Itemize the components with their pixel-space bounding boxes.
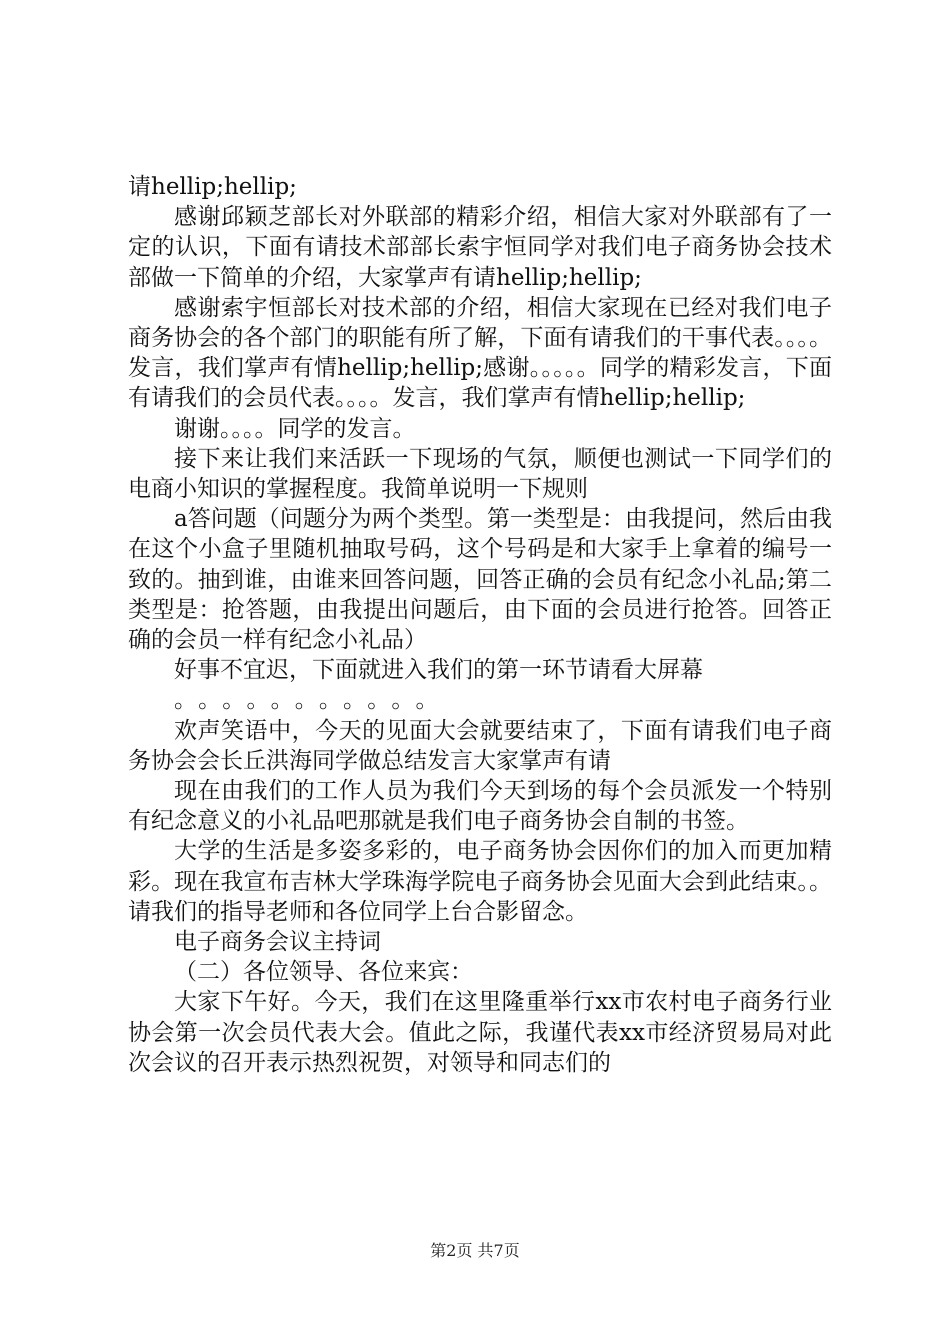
document-body bbox=[128, 172, 832, 1078]
paragraph: 感谢索宇恒部长对技术部的介绍，相信大家现在已经对我们电子商务协会的各个部门的职能有所了解，下面有请我们的干事代表。。。。发言，我们掌声有情hellip;hellip;感谢。。。。。同学的精彩发言，下面有请我们的会员代表。。。。发言，我们掌声有情hellip;hellip; bbox=[128, 294, 832, 412]
paragraph: 接下来让我们来活跃一下现场的气氛，顺便也测试一下同学们的电商小知识的掌握程度。我简单说明一下规则 bbox=[128, 445, 832, 503]
paragraph: 感谢邱颖芝部长对外联部的精彩介绍，相信大家对外联部有了一定的认识，下面有请技术部部长索宇恒同学对我们电子商务协会技术部做一下简单的介绍，大家掌声有请hellip;hellip; bbox=[128, 204, 832, 291]
paragraph: 欢声笑语中，今天的见面大会就要结束了，下面有请我们电子商务协会会长丘洪海同学做总结发言大家掌声有请 bbox=[128, 717, 832, 774]
paragraph: 好事不宜迟，下面就进入我们的第一环节请看大屏幕 bbox=[174, 657, 703, 684]
paragraph: 谢谢。。。。同学的发言。 bbox=[174, 415, 416, 442]
paragraph: a答问题（问题分为两个类型。第一类型是：由我提问，然后由我在这个小盒子里随机抽取号码，这个号码是和大家手上拿着的编号一致的。抽到谁，由谁来回答问题，回答正确的会员有纪念小礼品;第二类型是：抢答题，由我提出问题后，由下面的会员进行抢答。回答正确的会员一样有纪念小礼品） bbox=[128, 506, 832, 654]
paragraph: 请hellip;hellip; bbox=[128, 174, 297, 200]
section-heading: 电子商务会议主持词 bbox=[174, 929, 381, 956]
ellipsis-line: 。。。。。。。。。。。 bbox=[174, 687, 452, 714]
paragraph: 现在由我们的工作人员为我们今天到场的每个会员派发一个特别有纪念意义的小礼品吧那就是我们电子商务协会自制的书签。 bbox=[128, 778, 832, 835]
salutation: （二）各位领导、各位来宾： bbox=[174, 959, 473, 986]
paragraph: 大学的生活是多姿多彩的，电子商务协会因你们的加入而更加精彩。现在我宣布吉林大学珠海学院电子商务协会见面大会到此结束。。请我们的指导老师和各位同学上台合影留念。 bbox=[128, 838, 832, 925]
paragraph: 大家下午好。今天，我们在这里隆重举行xx市农村电子商务行业协会第一次会员代表大会。值此之际，我谨代表xx市经济贸易局对此次会议的召开表示热烈祝贺，对领导和同志们的 bbox=[128, 989, 832, 1076]
page-number-footer: 第2页 共7页 bbox=[430, 1241, 520, 1260]
